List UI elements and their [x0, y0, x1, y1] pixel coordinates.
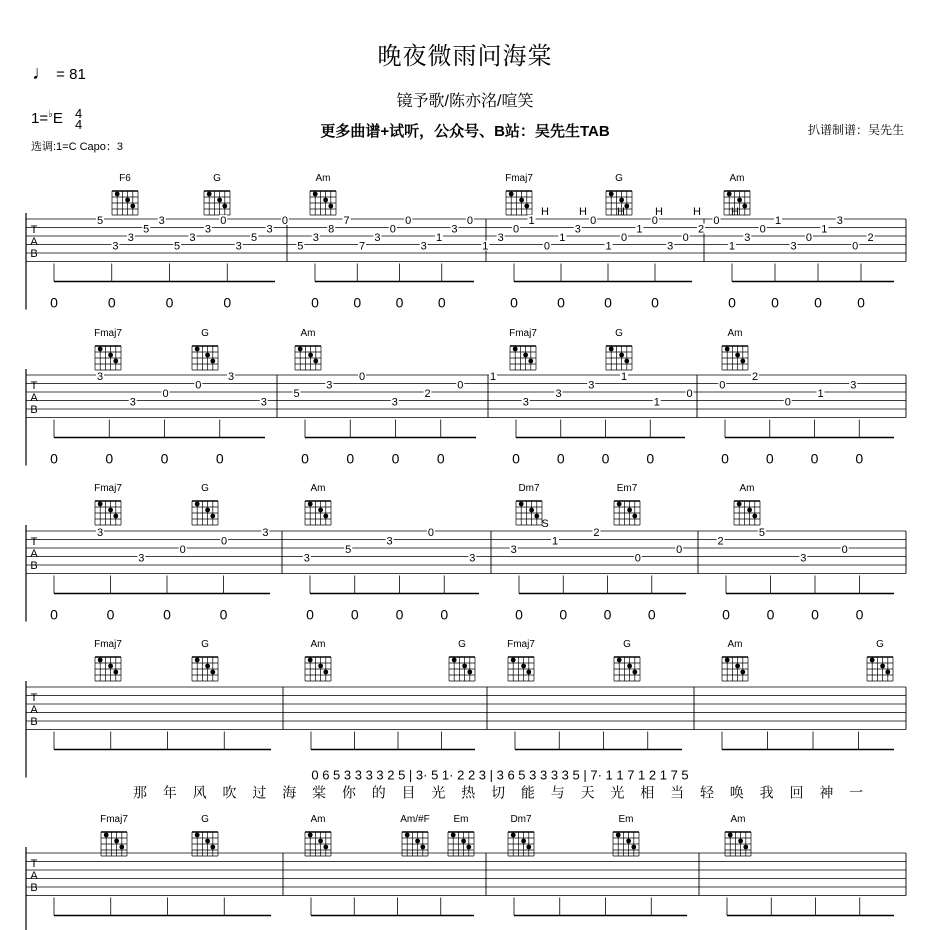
chord-diagram [295, 346, 321, 370]
lyric-syllable: 神 [819, 784, 834, 801]
chord-diagram [192, 501, 218, 525]
lyric-syllable: 一 [849, 784, 864, 801]
lyric-syllable: 过 [252, 784, 267, 801]
time-sig-bottom: 4 [75, 117, 83, 132]
tab-clef-t: T [30, 536, 38, 548]
tab-fret-number: 0 [651, 215, 658, 227]
technique-mark: H [617, 206, 625, 218]
technique-mark: S [541, 518, 549, 530]
chord-diagram [112, 191, 138, 215]
tab-fret-number: 1 [528, 215, 535, 227]
strum-count: 0 [814, 294, 822, 311]
tab-fret-number: 1 [551, 535, 559, 548]
tab-fret-number: 0 [513, 223, 520, 236]
chord-name: Am [727, 639, 743, 650]
technique-mark: H [655, 206, 663, 218]
tab-fret-number: 0 [676, 544, 683, 556]
tab-fret-number: 0 [590, 215, 597, 227]
strum-count: 0 [311, 294, 319, 311]
chord-diagram [95, 346, 121, 370]
tab-fret-number: 3 [158, 215, 165, 227]
tab-fret-number: 3 [374, 232, 381, 244]
lyric-syllable: 目 [401, 784, 416, 801]
tab-clef-t: T [30, 858, 38, 870]
chord-name: Em [618, 814, 634, 825]
strum-count: 0 [107, 294, 116, 311]
tab-fret-number: 1 [728, 240, 735, 253]
chord-name: G [213, 173, 221, 184]
tab-fret-number: 3 [138, 552, 145, 565]
strum-count: 0 [306, 606, 314, 623]
tab-fret-number: 5 [251, 232, 258, 244]
tab-fret-number: 3 [469, 552, 476, 565]
tab-fret-number: 3 [850, 379, 857, 392]
strum-count: 0 [436, 450, 445, 467]
tab-fret-number: 2 [697, 223, 705, 236]
tab-fret-number: 2 [751, 371, 759, 383]
chord-diagram [506, 191, 532, 215]
tab-clef-b: B [30, 560, 38, 572]
chord-diagram [402, 832, 428, 856]
tab-fret-number: 1 [775, 215, 782, 227]
tab-fret-number: 1 [482, 240, 489, 253]
artists: 镜予歌/陈亦洺/喧笑 [396, 93, 534, 110]
tab-fret-number: 3 [588, 379, 595, 392]
chord-diagram [204, 191, 230, 215]
chord-diagram [614, 657, 640, 681]
chord-name: Fmaj7 [507, 639, 535, 650]
tab-clef-a: A [30, 548, 38, 560]
tab-fret-number: 3 [510, 544, 517, 556]
tab-fret-number: 0 [852, 240, 859, 253]
chord-name: Em [453, 814, 469, 825]
chord-diagram [722, 346, 748, 370]
chord-name: Am [310, 814, 326, 825]
chord-name: Fmaj7 [505, 173, 533, 184]
chord-diagram [516, 501, 542, 525]
strum-count: 0 [223, 294, 232, 311]
chord-diagram [95, 657, 121, 681]
chord-name: Fmaj7 [94, 483, 122, 494]
tab-fret-number: 3 [800, 552, 807, 565]
lyric-syllable: 能 [520, 784, 535, 801]
strum-count: 0 [721, 450, 729, 467]
tab-clef-b: B [30, 882, 38, 894]
tab-fret-number: 3 [235, 240, 242, 253]
strum-count: 0 [766, 606, 775, 623]
lyric-syllable: 棠 [312, 784, 327, 801]
chord-diagram [448, 832, 474, 856]
strum-count: 0 [50, 294, 58, 311]
lyric-syllable: 光 [610, 784, 625, 801]
strum-count: 0 [810, 450, 819, 467]
tab-fret-number: 3 [790, 240, 797, 253]
tab-fret-number: 0 [682, 232, 689, 244]
tab-fret-number: 3 [497, 232, 504, 244]
tab-fret-number: 5 [143, 223, 150, 236]
technique-mark: H [693, 206, 701, 218]
lyric-syllable: 轻 [699, 784, 714, 801]
tab-fret-number: 0 [427, 527, 435, 539]
chord-name: G [876, 639, 884, 650]
chord-name: G [458, 639, 466, 650]
chord-diagram [192, 832, 218, 856]
chord-name: Fmaj7 [100, 814, 128, 825]
jianpu-notation: 0 6 5 3 3 3 3 2 5 | 3· 5 1· 2 2 3 | 3 6 5 3 3 3 3 5 | 7· 1 1 7 1 2 1 7 5 [311, 767, 689, 783]
lyric-syllable: 唤 [729, 784, 744, 801]
chord-diagram [614, 501, 640, 525]
strum-count: 0 [651, 294, 659, 311]
chord-name: Dm7 [518, 483, 540, 494]
quarter-note-icon: ♩ [32, 62, 52, 84]
tab-fret-number: 5 [293, 388, 300, 400]
strum-count: 0 [440, 606, 449, 623]
strum-count: 0 [346, 450, 355, 467]
strum-count: 0 [165, 294, 174, 311]
tab-fret-number: 3 [744, 232, 751, 244]
tab-fret-number: 7 [358, 240, 366, 253]
strum-count: 0 [601, 450, 610, 467]
strum-count: 0 [811, 606, 819, 623]
strum-count: 0 [855, 606, 864, 623]
chord-diagram [508, 657, 534, 681]
tab-clef-t: T [30, 692, 38, 704]
tab-fret-number: 0 [713, 215, 720, 227]
chord-diagram [510, 346, 536, 370]
tab-fret-number: 1 [821, 223, 828, 236]
tab-clef-t: T [30, 224, 38, 236]
chord-name: Am [729, 173, 745, 184]
chord-name: G [201, 814, 209, 825]
tab-clef-a: A [30, 236, 38, 248]
strum-count: 0 [106, 606, 115, 623]
tab-fret-number: 3 [451, 223, 458, 236]
tab-clef-a: A [30, 704, 38, 716]
technique-mark: H [579, 206, 587, 218]
tab-fret-number: 1 [559, 232, 566, 244]
lyric-syllable: 回 [789, 784, 804, 801]
tab-fret-number: 3 [227, 371, 235, 383]
chord-name: G [615, 328, 623, 339]
chord-diagram [449, 657, 475, 681]
strum-count: 0 [556, 450, 565, 467]
tab-fret-number: 3 [262, 527, 269, 539]
tab-fret-number: 5 [758, 527, 765, 539]
lyric-syllable: 风 [192, 784, 207, 801]
tab-fret-number: 0 [405, 215, 412, 227]
tab-fret-number: 3 [96, 527, 104, 539]
chord-name: Am [739, 483, 755, 494]
lyric-syllable: 与 [550, 784, 565, 801]
tab-fret-number: 0 [620, 232, 628, 244]
tab-fret-number: 0 [162, 388, 169, 400]
tab-fret-number: 3 [127, 232, 134, 244]
strum-count: 0 [160, 450, 169, 467]
chord-name: Am [310, 639, 326, 650]
lyric-syllable: 我 [759, 784, 774, 801]
flat-icon: ♭ [48, 108, 53, 120]
chord-name: G [201, 483, 209, 494]
lyric-syllable: 切 [491, 784, 506, 801]
chord-name: Fmaj7 [94, 639, 122, 650]
tab-fret-number: 0 [719, 379, 726, 392]
tab-fret-number: 5 [345, 544, 352, 556]
chord-name: Fmaj7 [94, 328, 122, 339]
tab-fret-number: 3 [667, 240, 674, 253]
lyric-syllable: 热 [461, 784, 476, 801]
chord-name: G [201, 639, 209, 650]
chord-diagram [606, 346, 632, 370]
tab-fret-number: 0 [358, 371, 366, 383]
tab-fret-number: 0 [841, 544, 848, 556]
transcriber: 扒谱制谱：吴先生 [807, 123, 904, 137]
chord-name: G [623, 639, 631, 650]
technique-mark: H [731, 206, 739, 218]
strum-count: 0 [391, 450, 400, 467]
strum-count: 0 [728, 294, 736, 311]
tab-fret-number: 2 [424, 388, 431, 400]
chord-name: F6 [119, 173, 131, 184]
tab-fret-number: 1 [605, 240, 612, 253]
strum-count: 0 [559, 606, 568, 623]
strum-count: 0 [857, 294, 865, 311]
tab-fret-number: 1 [636, 223, 643, 236]
strum-count: 0 [512, 450, 520, 467]
technique-mark: H [541, 206, 549, 218]
lyric-syllable: 当 [670, 784, 685, 801]
chord-diagram [725, 832, 751, 856]
tab-fret-number: 3 [266, 223, 273, 236]
chord-diagram [305, 657, 331, 681]
chord-diagram [310, 191, 336, 215]
song-title: 晚夜微雨问海棠 [377, 43, 553, 70]
strum-count: 0 [510, 294, 518, 311]
tab-fret-number: 1 [489, 371, 497, 383]
strum-count: 0 [647, 606, 656, 623]
tab-fret-number: 3 [326, 379, 333, 392]
tab-fret-number: 3 [522, 396, 529, 409]
chord-name: Am [315, 173, 331, 184]
tab-fret-number: 3 [189, 232, 196, 244]
lyric-syllable: 年 [162, 784, 177, 801]
chord-diagram [867, 657, 893, 681]
tempo-value: = 81 [56, 66, 86, 83]
tab-fret-number: 0 [179, 544, 186, 556]
tab-fret-number: 0 [686, 388, 693, 400]
strum-count: 0 [301, 450, 309, 467]
chord-name: Am/#F [400, 814, 430, 825]
chord-name: Am [310, 483, 326, 494]
chord-name: Em7 [616, 483, 638, 494]
chord-diagram [508, 832, 534, 856]
strum-count: 0 [646, 450, 655, 467]
strum-count: 0 [50, 450, 58, 467]
tab-fret-number: 0 [634, 552, 641, 565]
lyric-syllable: 光 [431, 784, 446, 801]
strum-count: 0 [219, 606, 228, 623]
lyric-syllable: 海 [282, 784, 297, 801]
tab-fret-number: 8 [328, 223, 335, 236]
chord-diagram [101, 832, 127, 856]
tab-fret-number: 3 [204, 223, 211, 236]
strum-count: 0 [515, 606, 523, 623]
tab-fret-number: 0 [457, 379, 464, 392]
lyric-syllable: 那 [133, 784, 147, 801]
chord-diagram [722, 657, 748, 681]
tab-fret-number: 1 [653, 396, 660, 409]
tab-fret-number: 3 [129, 396, 136, 409]
chord-diagram [192, 657, 218, 681]
tab-fret-number: 5 [173, 240, 181, 253]
strum-count: 0 [604, 294, 612, 311]
tab-fret-number: 3 [420, 240, 427, 253]
tab-fret-number: 0 [389, 223, 396, 236]
chord-name: Am [727, 328, 743, 339]
tab-fret-number: 3 [836, 215, 843, 227]
chord-name: Am [730, 814, 746, 825]
tab-fret-number: 0 [759, 223, 766, 236]
tab-fret-number: 1 [620, 371, 628, 383]
lyric-syllable: 天 [580, 784, 595, 801]
tab-fret-number: 3 [312, 232, 319, 244]
strum-count: 0 [353, 294, 362, 311]
strum-count: 0 [765, 450, 774, 467]
chord-diagram [305, 832, 331, 856]
chord-diagram [305, 501, 331, 525]
tab-fret-number: 3 [555, 388, 562, 400]
tab-clef-b: B [30, 248, 38, 260]
tab-fret-number: 0 [466, 215, 473, 227]
tab-clef-b: B [30, 404, 38, 416]
tab-fret-number: 5 [297, 240, 304, 253]
strum-count: 0 [722, 606, 730, 623]
chord-name: Fmaj7 [509, 328, 537, 339]
strum-count: 0 [105, 450, 114, 467]
tab-fret-number: 3 [386, 535, 393, 548]
tab-fret-number: 1 [435, 232, 443, 244]
strum-count: 0 [437, 294, 446, 311]
tab-fret-number: 1 [817, 388, 824, 400]
tab-fret-number: 7 [343, 215, 350, 227]
tab-fret-number: 3 [574, 223, 581, 236]
chord-diagram [734, 501, 760, 525]
chord-diagram [613, 832, 639, 856]
strum-count: 0 [395, 294, 404, 311]
capo-info: 选调:1=C Capo：3 [31, 141, 124, 153]
chord-diagram [95, 501, 121, 525]
tab-fret-number: 0 [220, 215, 227, 227]
key-note: E [52, 109, 63, 127]
lyric-syllable: 的 [371, 784, 386, 801]
lyric-syllable: 相 [640, 784, 655, 801]
tab-fret-number: 3 [96, 371, 104, 383]
tab-fret-number: 3 [303, 552, 310, 565]
tab-clef-b: B [30, 716, 38, 728]
strum-count: 0 [855, 450, 864, 467]
strum-count: 0 [350, 606, 359, 623]
tab-fret-number: 3 [112, 240, 119, 253]
tab-fret-number: 2 [593, 527, 600, 539]
tab-fret-number: 0 [281, 215, 289, 227]
tab-fret-number: 5 [96, 215, 104, 227]
tab-fret-number: 0 [195, 379, 202, 392]
promo-line: 更多曲谱+试听，公众号、B站：吴先生TAB [320, 123, 610, 140]
strum-count: 0 [215, 450, 224, 467]
tab-clef-a: A [30, 870, 38, 882]
tab-fret-number: 0 [221, 535, 228, 548]
tab-clef-a: A [30, 392, 38, 404]
lyric-syllable: 吹 [222, 784, 237, 801]
time-sig-top: 4 [75, 106, 83, 121]
chord-diagram [192, 346, 218, 370]
chord-name: G [201, 328, 209, 339]
tab-fret-number: 0 [543, 240, 551, 253]
chord-name: Dm7 [510, 814, 532, 825]
tab-fret-number: 0 [805, 232, 813, 244]
tab-fret-number: 3 [391, 396, 398, 409]
strum-count: 0 [557, 294, 565, 311]
tab-fret-number: 2 [867, 232, 874, 244]
strum-count: 0 [395, 606, 404, 623]
tab-clef-t: T [30, 380, 38, 392]
chord-name: G [615, 173, 623, 184]
tab-fret-number: 2 [717, 535, 724, 548]
strum-count: 0 [163, 606, 171, 623]
key-prefix: 1= [31, 109, 49, 127]
tab-fret-number: 3 [260, 396, 267, 409]
strum-count: 0 [50, 606, 58, 623]
tab-fret-number: 0 [784, 396, 791, 409]
chord-name: Am [300, 328, 316, 339]
strum-count: 0 [603, 606, 612, 623]
strum-count: 0 [771, 294, 779, 311]
lyric-syllable: 你 [341, 784, 356, 801]
